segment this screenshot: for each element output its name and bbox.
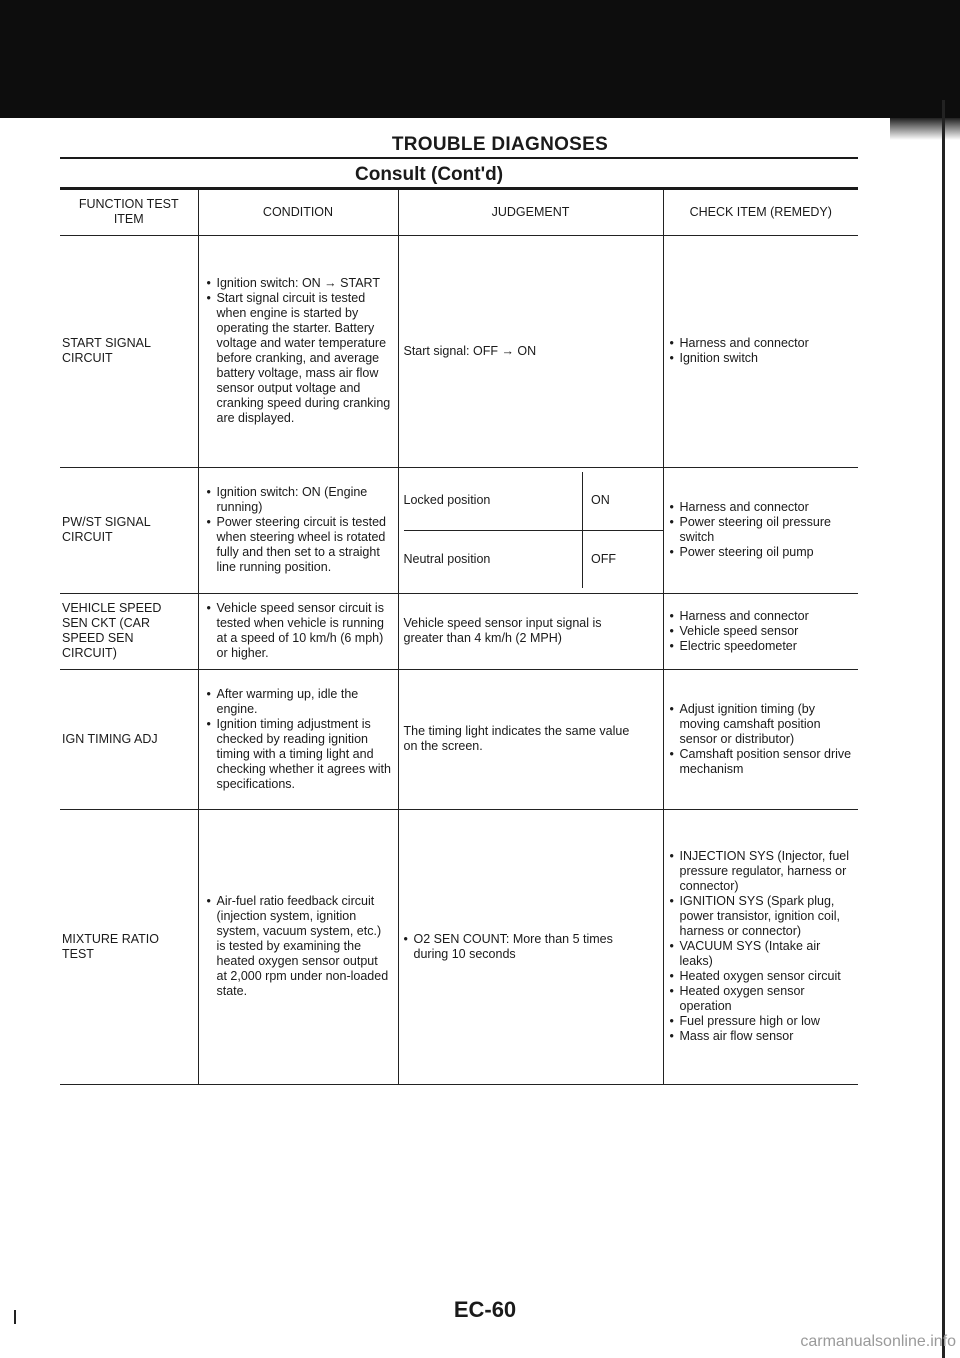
list-item: • Ignition switch: ON (Engine running) (207, 485, 392, 515)
condition-list (207, 276, 392, 426)
function-label: PW/ST SIGNAL CIRCUIT (62, 515, 151, 544)
check-cell (663, 669, 858, 809)
condition-cell (198, 467, 398, 593)
condition-list (207, 687, 392, 792)
judgement-position-value: ON (583, 472, 663, 530)
list-item: • Ignition switch (670, 351, 853, 366)
table-row (60, 669, 858, 809)
function-cell: IGN TIMING ADJ (60, 669, 198, 809)
table-row (60, 593, 858, 669)
list-item: • Heated oxygen sensor operation (670, 984, 853, 1014)
diagnosis-grid (60, 190, 858, 1085)
check-list (670, 336, 853, 366)
diagnosis-table (60, 190, 858, 1085)
judgement-text: The timing light indicates the same value on the screen. (403, 724, 630, 753)
judgement-position-label: Neutral position (403, 551, 491, 566)
judgement-split-row (404, 472, 663, 530)
page-number: EC-60 (453, 1297, 517, 1322)
function-cell (60, 809, 198, 1084)
judgement-cell (398, 809, 663, 1084)
check-list (670, 849, 853, 1044)
list-item: • Harness and connector (670, 609, 853, 624)
column-header-condition: CONDITION (198, 190, 398, 235)
list-item: • Adjust ignition timing (by moving camshaft position sensor or distributor) (670, 702, 853, 747)
column-header-judgement: JUDGEMENT (398, 190, 663, 235)
list-item: • VACUUM SYS (Intake air leaks) (670, 939, 853, 969)
table-row (60, 467, 858, 593)
function-cell (60, 235, 198, 467)
function-cell (60, 467, 198, 593)
list-item: • Ignition timing adjustment is checked by reading ignition timing with a timing light and checking whether it agrees with specifications. (207, 717, 392, 792)
list-item: • Fuel pressure high or low (670, 1014, 853, 1029)
table-header-row (60, 190, 858, 235)
list-item: • Power steering oil pump (670, 545, 853, 560)
judgement-split (404, 472, 663, 588)
list-item: • Vehicle speed sensor (670, 624, 853, 639)
judgement-split-row (404, 530, 663, 588)
function-cell (60, 593, 198, 669)
table-row (60, 235, 858, 467)
function-label: MIXTURE RATIO TEST (62, 931, 159, 961)
list-item: • Electric speedometer (670, 639, 853, 654)
condition-cell (198, 235, 398, 467)
list-item: • Harness and connector (670, 500, 853, 515)
page-edge-line (942, 100, 945, 1358)
list-item: • Camshaft position sensor drive mechanism (670, 747, 853, 777)
title-rule (60, 157, 858, 159)
section-title: TROUBLE DIAGNOSES (391, 134, 609, 155)
condition-list (207, 894, 392, 999)
check-cell (663, 593, 858, 669)
check-list (670, 609, 853, 654)
judgement-cell (398, 669, 663, 809)
judgement-position-label: Locked position (404, 472, 583, 530)
function-label: START SIGNAL CIRCUIT (62, 336, 151, 365)
list-item: • Power steering circuit is tested when steering wheel is rotated fully and then set to a straight line running position. (207, 515, 392, 575)
list-item: • Power steering oil pressure switch (670, 515, 853, 545)
list-item: • Start signal circuit is tested when engine is started by operating the starter. Battery voltage and water temperature before cranking, and average battery voltage, mass air flow sensor output voltage and cranking speed during cranking are displayed. (207, 291, 392, 426)
judgement-text: Vehicle speed sensor input signal is greater than 4 km/h (2 MPH) (403, 616, 602, 645)
list-item: • O2 SEN COUNT: More than 5 times during 10 seconds (404, 932, 644, 962)
list-item: • After warming up, idle the engine. (207, 687, 392, 717)
function-label: VEHICLE SPEED SEN CKT (CAR SPEED SEN CIRCUIT) (62, 601, 162, 660)
condition-list (207, 601, 392, 661)
list-item: • Heated oxygen sensor circuit (670, 969, 853, 984)
list-item: • Mass air flow sensor (670, 1029, 853, 1044)
judgement-cell (398, 467, 663, 593)
watermark: carmanualsonline.info (800, 1333, 956, 1350)
condition-cell (198, 593, 398, 669)
column-header-function-label: FUNCTION TEST ITEM (78, 197, 179, 227)
check-cell (663, 809, 858, 1084)
condition-cell (198, 669, 398, 809)
column-header-check: CHECK ITEM (REMEDY) (663, 190, 858, 235)
condition-cell (198, 809, 398, 1084)
page-subtitle: Consult (Cont'd) (355, 164, 504, 185)
column-header-function (60, 190, 198, 235)
list-item: • Ignition switch: ON → START (207, 276, 392, 291)
header-band (0, 0, 960, 118)
check-list (670, 500, 853, 560)
list-item: • Vehicle speed sensor circuit is tested when vehicle is running at a speed of 10 km/h (6 mph) or higher. (207, 601, 392, 661)
list-item: • Harness and connector (670, 336, 853, 351)
list-item: • IGNITION SYS (Spark plug, power transistor, ignition coil, harness or connector) (670, 894, 853, 939)
condition-list (207, 485, 392, 575)
check-list (670, 702, 853, 777)
judgement-position-value: OFF (583, 530, 663, 588)
check-cell (663, 235, 858, 467)
judgement-cell (398, 593, 663, 669)
judgement-cell: Start signal: OFF → ON (398, 235, 663, 467)
list-item: • INJECTION SYS (Injector, fuel pressure regulator, harness or connector) (670, 849, 853, 894)
check-cell (663, 467, 858, 593)
list-item: • Air-fuel ratio feedback circuit (injection system, ignition system, vacuum system, etc.) is tested by examining the heated oxygen sensor output at 2,000 rpm under non-loaded state. (207, 894, 392, 999)
judgement-list (404, 932, 657, 962)
table-row (60, 809, 858, 1084)
